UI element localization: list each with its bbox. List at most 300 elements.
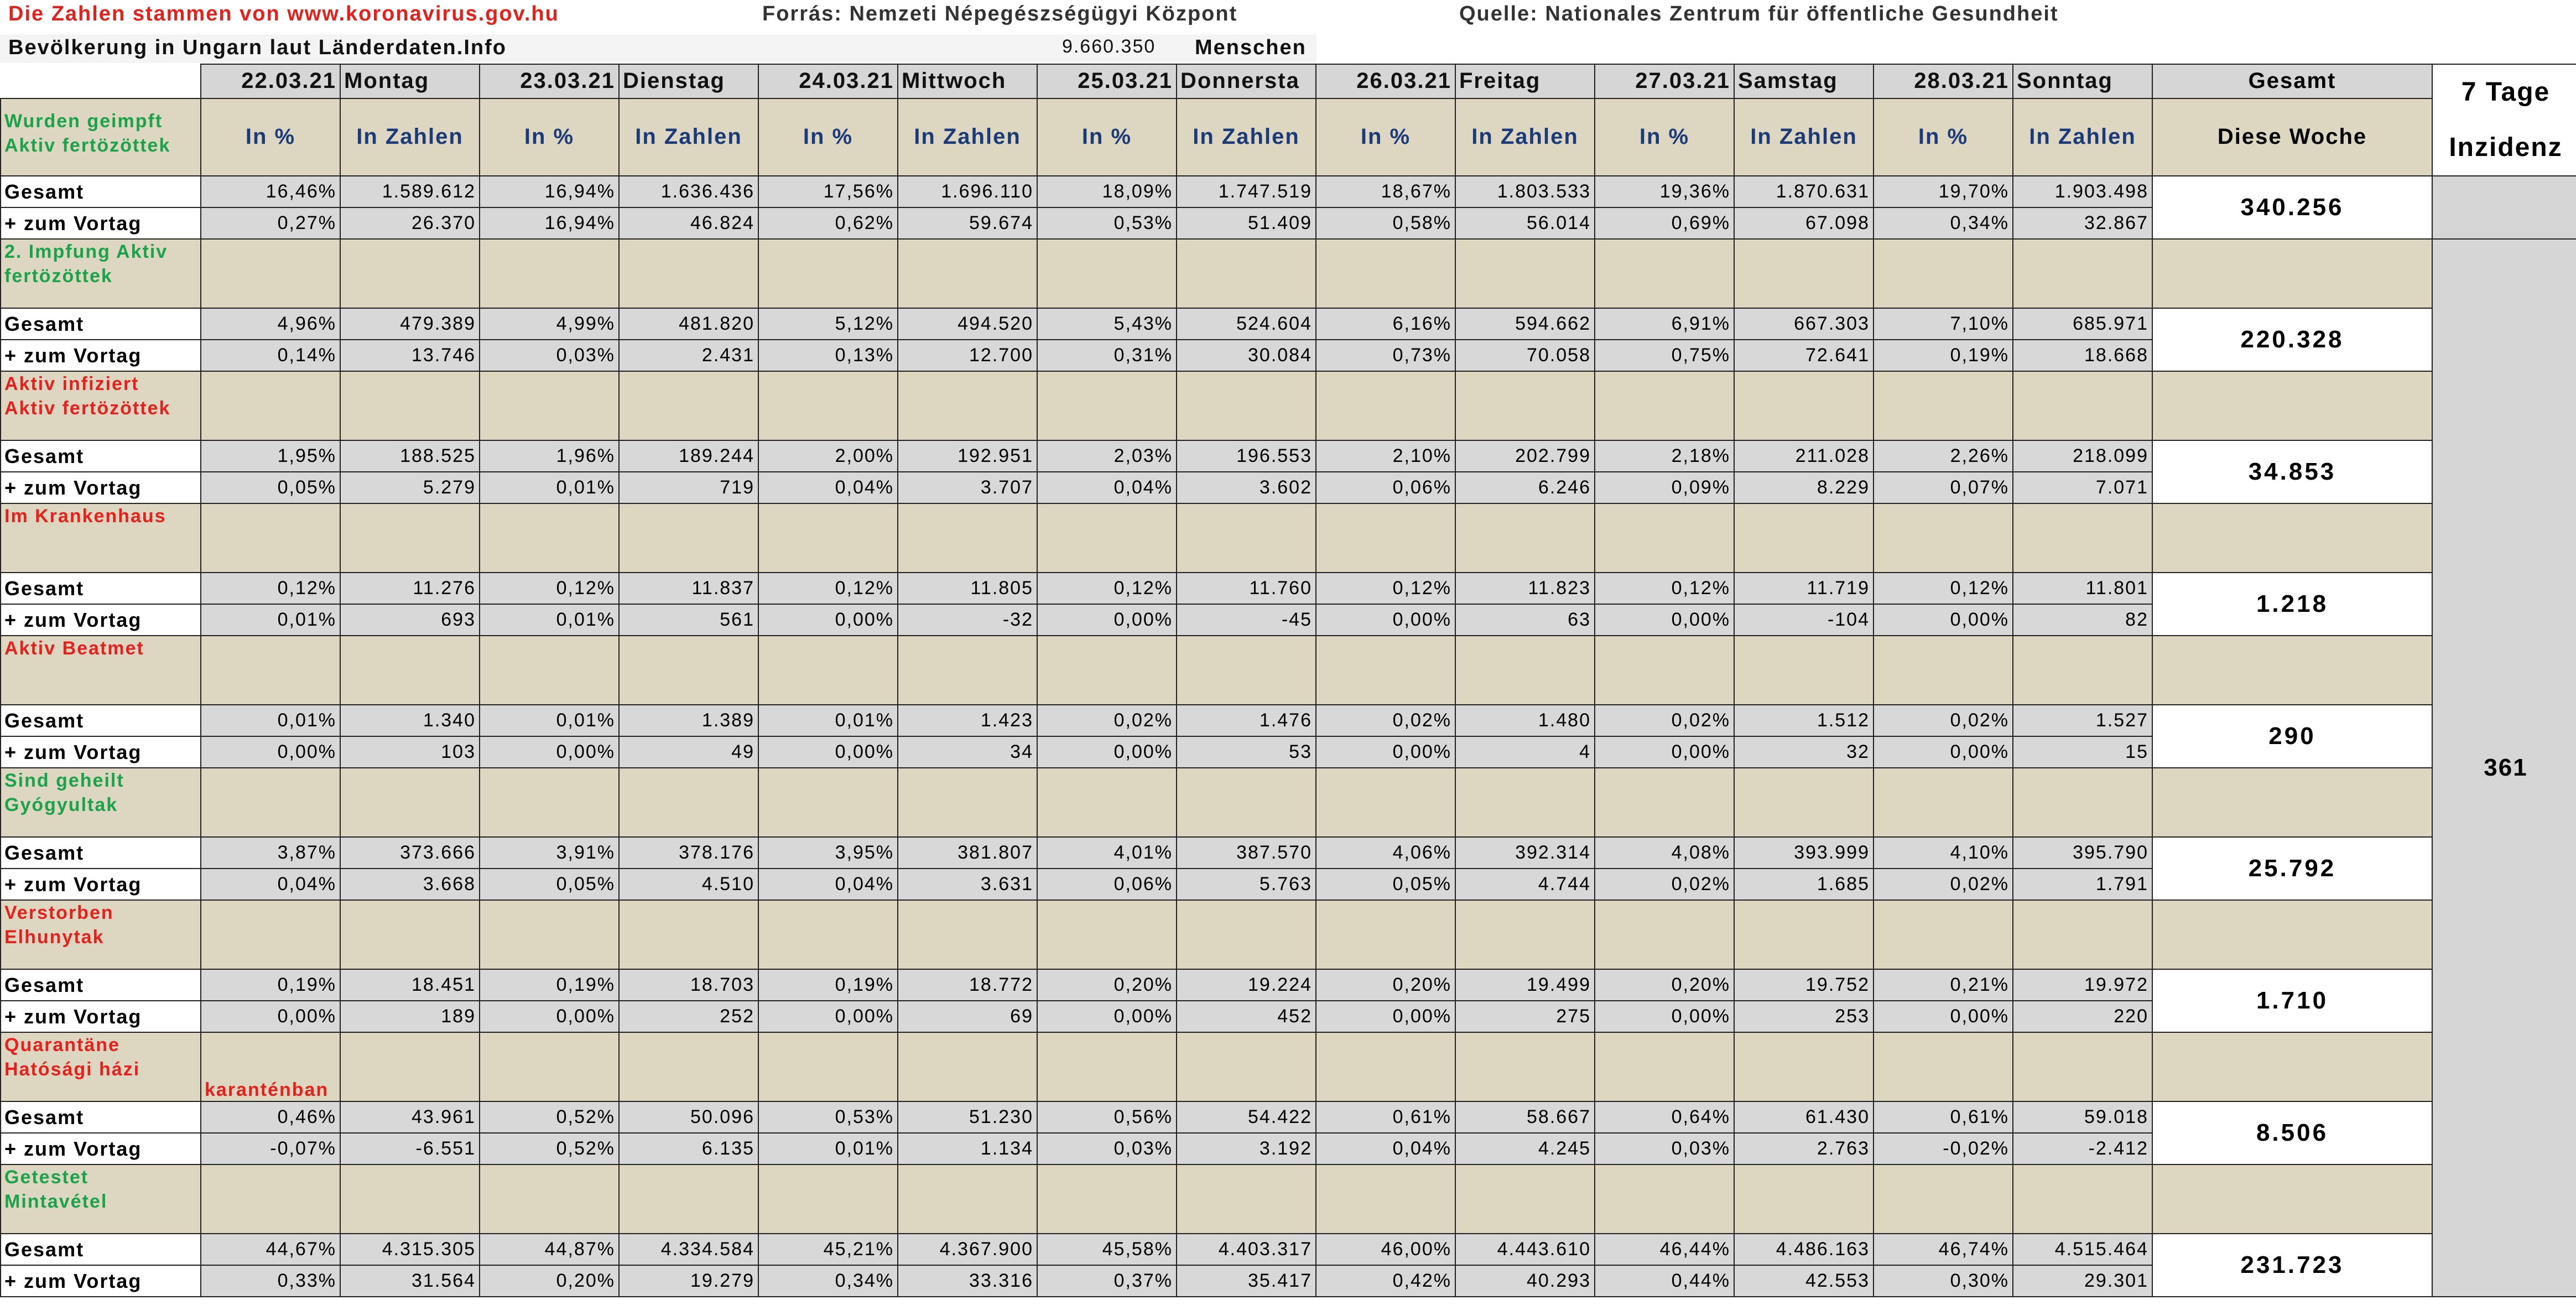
value-cell: 381.807 — [898, 837, 1037, 869]
value-cell: 4.510 — [619, 869, 758, 900]
column-weekday: Mittwoch — [898, 64, 1037, 98]
value-cell: 1.480 — [1455, 705, 1595, 736]
value-cell: 19.224 — [1177, 969, 1316, 1001]
section-blank-cell — [1595, 1032, 1734, 1101]
value-cell: 0,00% — [758, 736, 898, 768]
value-cell: 0,02% — [1874, 869, 2013, 900]
column-count-label: In Zahlen — [898, 98, 1037, 176]
value-cell: 3,87% — [201, 837, 340, 869]
section-title-line1: Wurden geimpft — [4, 110, 163, 132]
value-cell: 0,00% — [1037, 1001, 1177, 1032]
weekly-total: 25.792 — [2152, 837, 2432, 900]
value-cell: 1,95% — [201, 440, 340, 472]
weekly-total: 220.328 — [2152, 308, 2432, 371]
value-cell: 4,08% — [1595, 837, 1734, 869]
section-title-line1: Aktiv Beatmet — [4, 638, 144, 659]
value-cell: 0,14% — [201, 340, 340, 371]
row-label-vortag: + zum Vortag — [1, 1133, 201, 1164]
section-blank-cell — [1177, 503, 1316, 573]
value-cell: 0,02% — [1037, 705, 1177, 736]
value-cell: 1.389 — [619, 705, 758, 736]
value-cell: 1.423 — [898, 705, 1037, 736]
section-blank-cell — [619, 1164, 758, 1234]
value-cell: 0,00% — [201, 736, 340, 768]
section-blank-cell — [1037, 900, 1177, 969]
row-label-gesamt: Gesamt — [1, 308, 201, 340]
source-de-text: Quelle: Nationales Zentrum für öffentliche Gesundheit — [1459, 2, 2059, 25]
value-cell: 46,74% — [1874, 1234, 2013, 1265]
section-title — [1, 371, 201, 440]
section-blank-cell — [898, 1032, 1037, 1101]
value-cell: 0,37% — [1037, 1265, 1177, 1297]
value-cell: 0,02% — [1316, 705, 1455, 736]
value-cell: -32 — [898, 604, 1037, 636]
value-cell: 11.837 — [619, 573, 758, 604]
population-bar — [0, 34, 1316, 63]
section-blank-cell — [898, 900, 1037, 969]
value-cell: 1.636.436 — [619, 176, 758, 207]
section-blank-cell — [1037, 636, 1177, 705]
section-title-line1: 2. Impfung Aktiv — [4, 241, 168, 262]
header-corner — [1, 64, 201, 98]
value-cell: 0,12% — [201, 573, 340, 604]
column-percent-label: In % — [1595, 98, 1734, 176]
value-cell: 0,53% — [758, 1101, 898, 1133]
value-cell: 561 — [619, 604, 758, 636]
value-cell: 211.028 — [1734, 440, 1874, 472]
column-percent-label: In % — [201, 98, 340, 176]
value-cell: 31.564 — [340, 1265, 480, 1297]
section-title — [1, 900, 201, 969]
column-weekday: Montag — [340, 64, 480, 98]
section-blank-cell — [758, 371, 898, 440]
value-cell: 0,00% — [1595, 736, 1734, 768]
value-cell: 19.499 — [1455, 969, 1595, 1001]
value-cell: 0,04% — [758, 869, 898, 900]
value-cell: 2,00% — [758, 440, 898, 472]
value-cell: 19,36% — [1595, 176, 1734, 207]
section-blank-cell — [1874, 636, 2013, 705]
section-blank-cell — [758, 503, 898, 573]
value-cell: 32.867 — [2013, 207, 2152, 239]
value-cell: 45,58% — [1037, 1234, 1177, 1265]
value-cell: 4 — [1455, 736, 1595, 768]
value-cell: 392.314 — [1455, 837, 1595, 869]
value-cell: 70.058 — [1455, 340, 1595, 371]
value-cell: 11.823 — [1455, 573, 1595, 604]
section-blank-cell — [1037, 768, 1177, 837]
section-blank-cell — [1595, 1164, 1734, 1234]
value-cell: 2,18% — [1595, 440, 1734, 472]
data-row-gesamt — [1, 1101, 2576, 1133]
column-weekday: Samstag — [1734, 64, 1874, 98]
section-blank-cell — [340, 1032, 480, 1101]
value-cell: 15 — [2013, 736, 2152, 768]
section-title-line1: Sind geheilt — [4, 770, 124, 791]
value-cell: 5.279 — [340, 472, 480, 503]
value-cell: 0,00% — [1316, 1001, 1455, 1032]
column-gesamt: Gesamt — [2152, 64, 2432, 98]
value-cell: 524.604 — [1177, 308, 1316, 340]
value-cell: 395.790 — [2013, 837, 2152, 869]
value-cell: 220 — [2013, 1001, 2152, 1032]
section-blank-cell — [1037, 239, 1177, 308]
value-cell: 0,20% — [480, 1265, 619, 1297]
data-row-gesamt — [1, 308, 2576, 340]
section-blank-cell — [1037, 1164, 1177, 1234]
section-blank-cell — [2013, 239, 2152, 308]
section-title-line1: Getestet — [4, 1167, 89, 1188]
data-row-gesamt — [1, 969, 2576, 1001]
value-cell: 719 — [619, 472, 758, 503]
weekly-total: 8.506 — [2152, 1101, 2432, 1164]
section-blank-cell — [1316, 503, 1455, 573]
value-cell: 0,53% — [1037, 207, 1177, 239]
section-blank-cell — [1874, 503, 2013, 573]
value-cell: 0,75% — [1595, 340, 1734, 371]
value-cell: 0,13% — [758, 340, 898, 371]
column-weekday: Dienstag — [619, 64, 758, 98]
value-cell: 12.700 — [898, 340, 1037, 371]
row-label-gesamt: Gesamt — [1, 1234, 201, 1265]
value-cell: 59.018 — [2013, 1101, 2152, 1133]
section-blank-cell — [2152, 768, 2432, 837]
value-cell: 3.668 — [340, 869, 480, 900]
data-table — [0, 64, 2576, 1297]
value-cell: 3.707 — [898, 472, 1037, 503]
value-cell: 40.293 — [1455, 1265, 1595, 1297]
value-cell: 0,01% — [201, 705, 340, 736]
value-cell: 19.972 — [2013, 969, 2152, 1001]
value-cell: 479.389 — [340, 308, 480, 340]
column-date: 23.03.21 — [480, 64, 619, 98]
section-blank-cell — [758, 239, 898, 308]
value-cell: 0,03% — [1595, 1133, 1734, 1164]
value-cell: 0,00% — [1037, 604, 1177, 636]
value-cell: 16,46% — [201, 176, 340, 207]
value-cell: 0,02% — [1874, 705, 2013, 736]
section-blank-cell — [1734, 503, 1874, 573]
value-cell: 67.098 — [1734, 207, 1874, 239]
value-cell: 0,20% — [1316, 969, 1455, 1001]
source-link-text[interactable]: Die Zahlen stammen von www.koronavirus.gov.hu — [8, 2, 559, 25]
section-blank-cell — [1037, 1032, 1177, 1101]
section-blank-cell — [1595, 371, 1734, 440]
section-blank-cell — [480, 503, 619, 573]
value-cell: 34 — [898, 736, 1037, 768]
column-date: 26.03.21 — [1316, 64, 1455, 98]
value-cell: 29.301 — [2013, 1265, 2152, 1297]
data-row-gesamt — [1, 1234, 2576, 1265]
value-cell: 35.417 — [1177, 1265, 1316, 1297]
section-blank-cell — [1455, 768, 1595, 837]
value-cell: 0,00% — [1874, 736, 2013, 768]
value-cell: 56.014 — [1455, 207, 1595, 239]
value-cell: 54.422 — [1177, 1101, 1316, 1133]
row-label-vortag: + zum Vortag — [1, 207, 201, 239]
value-cell: 32 — [1734, 736, 1874, 768]
value-cell: 1.747.519 — [1177, 176, 1316, 207]
section-blank-cell — [1734, 900, 1874, 969]
value-cell: 4.334.584 — [619, 1234, 758, 1265]
value-cell: 11.801 — [2013, 573, 2152, 604]
section-blank-cell — [1734, 1032, 1874, 1101]
section-blank-cell — [1316, 239, 1455, 308]
value-cell: 0,03% — [1037, 1133, 1177, 1164]
value-cell: 0,00% — [201, 1001, 340, 1032]
value-cell: 0,33% — [201, 1265, 340, 1297]
section-blank-cell — [201, 371, 340, 440]
value-cell: 0,04% — [201, 869, 340, 900]
value-cell: 0,52% — [480, 1133, 619, 1164]
section-blank-cell — [1874, 768, 2013, 837]
value-cell: 1.527 — [2013, 705, 2152, 736]
value-cell: 50.096 — [619, 1101, 758, 1133]
value-cell: 1.589.612 — [340, 176, 480, 207]
section-title-line2: Aktiv fertözöttek — [4, 134, 171, 156]
value-cell: 393.999 — [1734, 837, 1874, 869]
column-count-label: In Zahlen — [2013, 98, 2152, 176]
population-label: Bevölkerung in Ungarn laut Länderdaten.Info — [8, 36, 507, 59]
value-cell: 3.602 — [1177, 472, 1316, 503]
inzidenz-line2: Inzidenz — [2449, 133, 2563, 162]
row-label-vortag: + zum Vortag — [1, 340, 201, 371]
value-cell: 43.961 — [340, 1101, 480, 1133]
section-title-vaccinated — [1, 98, 201, 176]
section-blank-cell — [340, 503, 480, 573]
section-blank-cell — [201, 503, 340, 573]
value-cell: 0,01% — [480, 472, 619, 503]
section-header-row — [1, 371, 2576, 440]
value-cell: 1.512 — [1734, 705, 1874, 736]
value-cell: 7.071 — [2013, 472, 2152, 503]
value-cell: 4.367.900 — [898, 1234, 1037, 1265]
section-blank-cell — [1595, 636, 1734, 705]
value-cell: 0,07% — [1874, 472, 2013, 503]
section-title — [1, 768, 201, 837]
section-blank-cell — [2152, 239, 2432, 308]
value-cell: 17,56% — [758, 176, 898, 207]
section-blank-cell — [2013, 900, 2152, 969]
section-blank-cell — [480, 239, 619, 308]
section-blank-cell — [1316, 371, 1455, 440]
value-cell: 0,20% — [1037, 969, 1177, 1001]
value-cell: 44,87% — [480, 1234, 619, 1265]
value-cell: 4.515.464 — [2013, 1234, 2152, 1265]
value-cell: 196.553 — [1177, 440, 1316, 472]
section-blank-cell — [480, 371, 619, 440]
section-blank-cell — [758, 636, 898, 705]
value-cell: 46.824 — [619, 207, 758, 239]
value-cell: 1,96% — [480, 440, 619, 472]
value-cell: 2,10% — [1316, 440, 1455, 472]
row-label-vortag: + zum Vortag — [1, 1001, 201, 1032]
value-cell: 3,95% — [758, 837, 898, 869]
row-label-gesamt: Gesamt — [1, 705, 201, 736]
value-cell: 0,31% — [1037, 340, 1177, 371]
section-title-line2: Gyógyultak — [4, 794, 118, 815]
value-cell: 46,00% — [1316, 1234, 1455, 1265]
section-blank-cell — [2152, 900, 2432, 969]
section-title — [1, 1032, 201, 1101]
value-cell: 378.176 — [619, 837, 758, 869]
section-blank-cell — [898, 371, 1037, 440]
value-cell: 0,00% — [758, 604, 898, 636]
value-cell: 0,12% — [1874, 573, 2013, 604]
value-cell: -104 — [1734, 604, 1874, 636]
column-weekday: Donnersta — [1177, 64, 1316, 98]
section-blank-cell — [480, 1032, 619, 1101]
column-date: 22.03.21 — [201, 64, 340, 98]
column-count-label: In Zahlen — [1455, 98, 1595, 176]
value-cell: 0,06% — [1037, 869, 1177, 900]
value-cell: 2.431 — [619, 340, 758, 371]
section-blank-cell — [1455, 636, 1595, 705]
value-cell: 6,16% — [1316, 308, 1455, 340]
population-unit: Menschen — [1195, 36, 1307, 59]
value-cell: 5,43% — [1037, 308, 1177, 340]
section-header-row — [1, 636, 2576, 705]
value-cell: 18.451 — [340, 969, 480, 1001]
value-cell: 0,02% — [1595, 869, 1734, 900]
value-cell: 19.279 — [619, 1265, 758, 1297]
value-cell: 0,00% — [758, 1001, 898, 1032]
section-blank-cell — [480, 900, 619, 969]
row-label-gesamt: Gesamt — [1, 176, 201, 207]
value-cell: 51.409 — [1177, 207, 1316, 239]
section-title-line1: Quarantäne — [4, 1034, 120, 1056]
value-cell: 61.430 — [1734, 1101, 1874, 1133]
value-cell: 1.696.110 — [898, 176, 1037, 207]
value-cell: 1.791 — [2013, 869, 2152, 900]
section-title-line2: Hatósági házi — [4, 1059, 140, 1080]
value-cell: 0,12% — [758, 573, 898, 604]
value-cell: 693 — [340, 604, 480, 636]
value-cell: 189 — [340, 1001, 480, 1032]
value-cell: 0,03% — [480, 340, 619, 371]
section-blank-cell — [2013, 768, 2152, 837]
section-blank-cell — [340, 371, 480, 440]
value-cell: 0,58% — [1316, 207, 1455, 239]
section-blank-cell — [1037, 371, 1177, 440]
value-cell: 202.799 — [1455, 440, 1595, 472]
value-cell: 19,70% — [1874, 176, 2013, 207]
value-cell: 481.820 — [619, 308, 758, 340]
value-cell: 0,04% — [1316, 1133, 1455, 1164]
row-label-gesamt: Gesamt — [1, 969, 201, 1001]
value-cell: 46,44% — [1595, 1234, 1734, 1265]
value-cell: 0,01% — [201, 604, 340, 636]
row-label-vortag: + zum Vortag — [1, 604, 201, 636]
value-cell: 59.674 — [898, 207, 1037, 239]
value-cell: 0,42% — [1316, 1265, 1455, 1297]
row-label-gesamt: Gesamt — [1, 573, 201, 604]
value-cell: -2.412 — [2013, 1133, 2152, 1164]
value-cell: 0,27% — [201, 207, 340, 239]
value-cell: 0,00% — [480, 736, 619, 768]
section-blank-cell — [1316, 636, 1455, 705]
value-cell: 1.903.498 — [2013, 176, 2152, 207]
section-title — [1, 1164, 201, 1234]
row-label-vortag: + zum Vortag — [1, 472, 201, 503]
section-blank-cell — [1874, 1164, 2013, 1234]
section-blank-cell — [340, 239, 480, 308]
value-cell: 49 — [619, 736, 758, 768]
value-cell: 11.805 — [898, 573, 1037, 604]
value-cell: 0,19% — [480, 969, 619, 1001]
value-cell: 252 — [619, 1001, 758, 1032]
column-count-label: In Zahlen — [1734, 98, 1874, 176]
value-cell: 189.244 — [619, 440, 758, 472]
section-title-line1: Im Krankenhaus — [4, 506, 166, 527]
section-blank-cell — [2013, 1164, 2152, 1234]
value-cell: 3,91% — [480, 837, 619, 869]
section-blank-cell — [1595, 503, 1734, 573]
section-header-row — [1, 900, 2576, 969]
value-cell: 103 — [340, 736, 480, 768]
section-blank-cell — [898, 768, 1037, 837]
section-title-line2: Elhunytak — [4, 927, 105, 948]
source-hu-text: Forrás: Nemzeti Népegészségügyi Központ — [762, 2, 1238, 25]
section-blank-cell — [758, 1032, 898, 1101]
value-cell: 18,09% — [1037, 176, 1177, 207]
section-blank-cell — [898, 239, 1037, 308]
section-blank-cell — [1455, 371, 1595, 440]
section-blank-cell — [2013, 1032, 2152, 1101]
value-cell: 3.631 — [898, 869, 1037, 900]
section-extra-note: karanténban — [201, 1032, 340, 1101]
section-blank-cell — [1455, 503, 1595, 573]
row-label-vortag: + zum Vortag — [1, 736, 201, 768]
value-cell: 0,01% — [758, 1133, 898, 1164]
value-cell: 3.192 — [1177, 1133, 1316, 1164]
value-cell: 0,34% — [1874, 207, 2013, 239]
value-cell: 0,00% — [1874, 604, 2013, 636]
row-label-vortag: + zum Vortag — [1, 1265, 201, 1297]
value-cell: -0,07% — [201, 1133, 340, 1164]
value-cell: 4.443.610 — [1455, 1234, 1595, 1265]
section-blank-cell — [340, 636, 480, 705]
section-blank-cell — [898, 1164, 1037, 1234]
value-cell: 253 — [1734, 1001, 1874, 1032]
value-cell: 7,10% — [1874, 308, 2013, 340]
section-blank-cell — [619, 503, 758, 573]
value-cell: 0,61% — [1874, 1101, 2013, 1133]
value-cell: 0,69% — [1595, 207, 1734, 239]
column-weekday: Freitag — [1455, 64, 1595, 98]
value-cell: 0,61% — [1316, 1101, 1455, 1133]
source-header — [0, 0, 2576, 33]
value-cell: 0,19% — [201, 969, 340, 1001]
section-blank-cell — [619, 371, 758, 440]
column-percent-label: In % — [1874, 98, 2013, 176]
column-percent-label: In % — [1316, 98, 1455, 176]
value-cell: 0,19% — [758, 969, 898, 1001]
value-cell: 16,94% — [480, 176, 619, 207]
value-cell: 0,64% — [1595, 1101, 1734, 1133]
section-title-line2: fertözöttek — [4, 266, 113, 287]
value-cell: 373.666 — [340, 837, 480, 869]
inzidenz-spacer — [2432, 176, 2576, 239]
section-blank-cell — [1177, 1164, 1316, 1234]
section-blank-cell — [480, 636, 619, 705]
inzidenz-line1: 7 Tage — [2461, 77, 2551, 107]
value-cell: 0,56% — [1037, 1101, 1177, 1133]
value-cell: 58.667 — [1455, 1101, 1595, 1133]
value-cell: 0,04% — [1037, 472, 1177, 503]
value-cell: -45 — [1177, 604, 1316, 636]
value-cell: 188.525 — [340, 440, 480, 472]
